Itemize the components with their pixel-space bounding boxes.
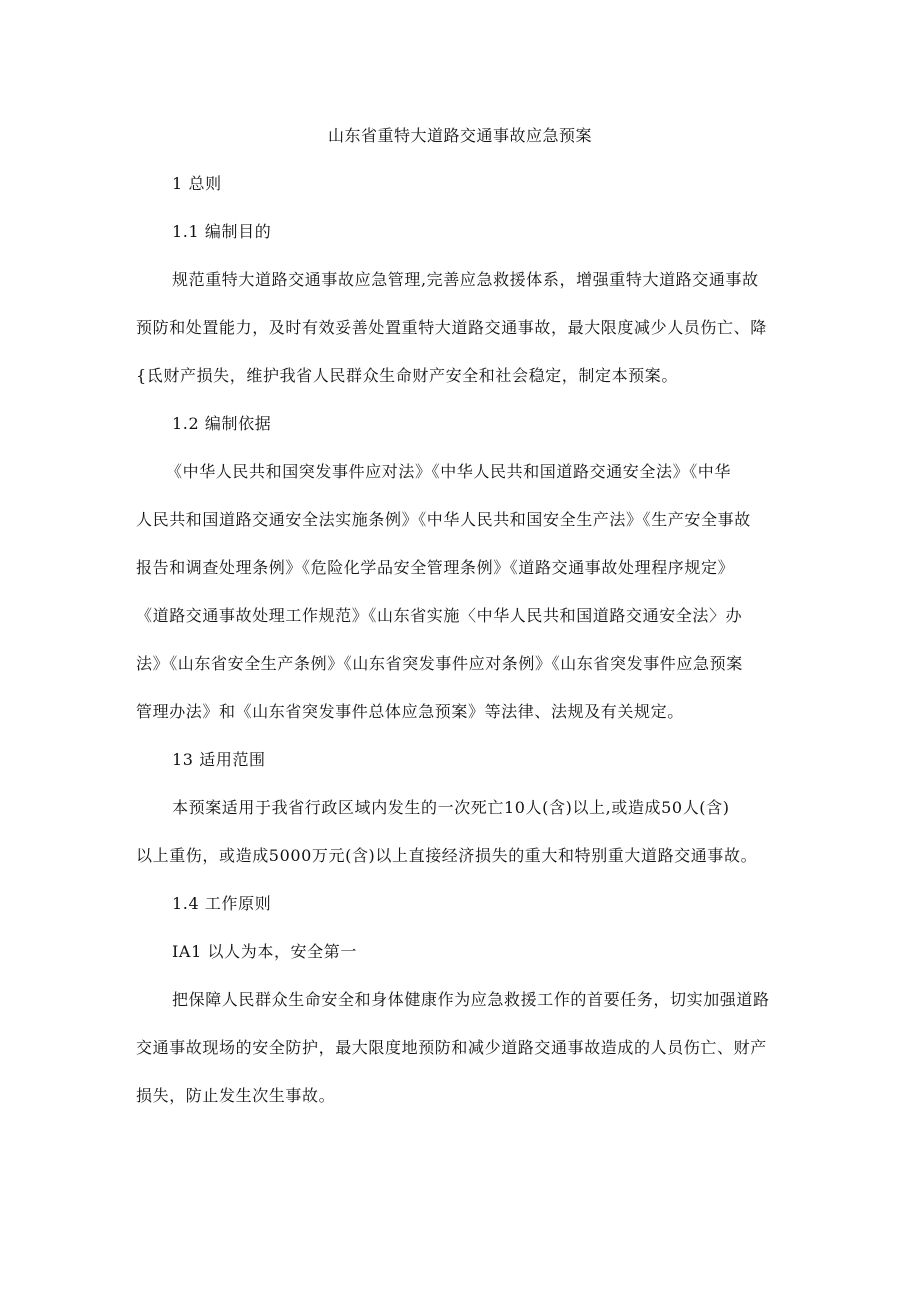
paragraph-line: 报告和调查处理条例》《危险化学品安全管理条例》《道路交通事故处理程序规定》 [136,558,735,577]
paragraph-line: 《中华人民共和国突发事件应对法》《中华人民共和国道路交通安全法》《中华 [166,462,732,481]
paragraph-line: 交通事故现场的安全防护，最大限度地预防和减少道路交通事故造成的人员伤亡、财产 [136,1038,767,1057]
subsection-heading: IA1 以人为本，安全第一 [172,942,357,961]
paragraph-line: 人民共和国道路交通安全法实施条例》《中华人民共和国安全生产法》《生产安全事故 [136,510,751,529]
section-heading-1-4: 1.4 工作原则 [172,894,272,913]
section-heading-1-2: 1.2 编制依据 [172,414,272,433]
paragraph-line: 以上重伤，或造成5000万元(含)以上直接经济损失的重大和特别重大道路交通事故。 [136,846,758,865]
paragraph-line: 本预案适用于我省行政区域内发生的一次死亡10人(含)以上,或造成50人(含) [172,798,730,817]
paragraph-line: 《道路交通事故处理工作规范》《山东省实施〈中华人民共和国道路交通安全法〉办 [136,606,743,625]
document-title: 山东省重特大道路交通事故应急预案 [327,126,592,145]
paragraph-line: 规范重特大道路交通事故应急管理,完善应急救援体系，增强重特大道路交通事故 [172,270,759,289]
section-heading-1-1: 1.1 编制目的 [172,222,272,241]
paragraph-line: 损失，防止发生次生事故。 [136,1086,336,1105]
section-heading-1: 1 总则 [172,174,222,193]
section-heading-1-3: 13 适用范围 [172,750,266,769]
paragraph-line: 把保障人民群众生命安全和身体健康作为应急救援工作的首要任务，切实加强道路 [172,990,770,1009]
paragraph-line: 法》《山东省安全生产条例》《山东省突发事件应对条例》《山东省突发事件应急预案 [136,654,743,673]
paragraph-line: {氐财产损失，维护我省人民群众生命财产安全和社会稳定，制定本预案。 [136,366,678,385]
paragraph-line: 管理办法》和《山东省突发事件总体应急预案》等法律、法规及有关规定。 [136,702,684,721]
paragraph-line: 预防和处置能力，及时有效妥善处置重特大道路交通事故，最大限度减少人员伤亡、降 [136,318,767,337]
